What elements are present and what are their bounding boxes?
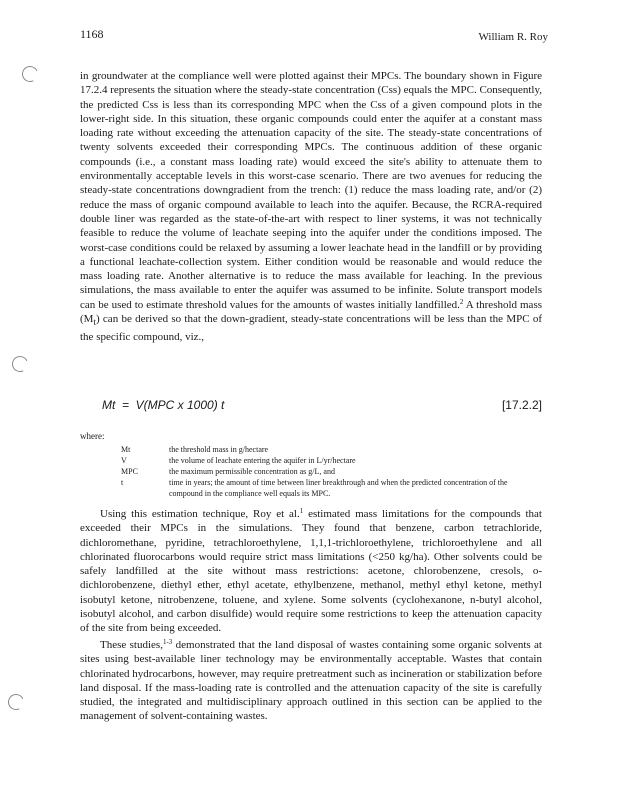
paragraph-1-text-cont: A threshold mass (M: [80, 298, 543, 326]
subscript-t: t: [93, 317, 96, 328]
citation-superscript: 1-3: [162, 638, 173, 646]
definition-symbol: MPC: [121, 467, 138, 476]
punch-hole-bottom: [6, 692, 27, 713]
definition-item: [121, 444, 541, 455]
paragraph-1: [80, 69, 542, 344]
punch-hole-top: [20, 64, 41, 85]
running-head: William R. Roy: [478, 31, 548, 43]
definition-item: [121, 466, 541, 477]
paragraph-3: [80, 638, 542, 724]
citation-superscript: 2: [459, 297, 464, 306]
punch-hole-middle: [10, 354, 31, 375]
paragraph-3-text-cont: demonstrated that the land disposal of wastes containing some organic solvents at sites using best-available liner technology may be environmentally acceptable. Wastes that contain chlorinated hydrocarbons, however, may require pretreatment such as incineration or stabilization before land disposal. If the mass-loading rate is controlled and the attenuation capacity of the site is carefully studied, the integrated and multidisciplinary approach outlined in this section can be applied to the management of solvent-containing wastes.: [80, 639, 542, 723]
definition-item: [121, 477, 541, 499]
definition-item: [121, 455, 541, 466]
definition-text: time in years; the amount of time between liner breakthrough and when the predicted concentration of the compound in the compliance well equals its MPC.: [169, 478, 508, 498]
citation-superscript: 1: [299, 507, 304, 515]
equation-number: [17.2.2]: [501, 398, 542, 412]
paragraph-2-text-cont: estimated mass limitations for the compounds that exceeded their MPCs in the simulations. They found that benzene, carbon tetrachloride, dichloromethane, pyridine, tetrachloroethylene, 1,1,1-trichloroethylene, trichloroethylene and all chlorinated fluorocarbons would require strict mass limitations (<250 kg/ha). Other solvents could be safely landfilled at the site without mass restrictions: acetone, chlorobenzene, cresols, o-dichlorobenzene, diethyl ether, ethyl acetate, ethylbenzene, methanol, methyl ethyl ketone, methyl isobutyl ketone, nitrobenzene, toluene, and xylene. Some solvents (cyclohexanone, n-butyl alcohol, isobutyl alcohol, and carbon disulfide) would require some restrictions to keep the attenuation capacity of the site from being exceeded.: [80, 508, 542, 635]
paragraph-1-text-end: ) can be derived so that the down-gradient, steady-state concentrations will be less than the MPC of the specific compound, viz.,: [80, 313, 542, 343]
paragraph-3-text: These studies,: [100, 639, 163, 651]
definition-text: the volume of leachate entering the aquifer in L/yr/hectare: [169, 456, 356, 465]
paragraph-1-text: in groundwater at the compliance well were plotted against their MPCs. The boundary shown in Figure 17.2.4 represents the situation where the steady-state concentration (Css) equals the MPC. Consequently, the predicted Css is less than its corresponding MPC when the Css of a given compound plots in the lower-right side. In this situation, these organic compounds could enter the aquifer at a constant mass loading rate without exceeding the attenuation capacity of the site. The steady-state concentrations of twenty solvents exceeded their corresponding MPCs. The continuous addition of these organic compounds (i.e., a constant mass loading rate) would exceed the site's ability to attenuate them to environmentally acceptable levels in this worst-case scenario. There are two avenues for reducing the steady-state concentrations downgradient from the trench: (1) reduce the mass loading rate, and/or (2) reduce the mass of organic compound available to leach into the aquifer. Because, the RCRA-required double liner was regarded as the state-of-the-art with respect to liner systems, it was not technically feasible to reduce the volume of leachate seeping into the aquifer under the conditions imposed. The worst-case conditions could be relaxed by assuming a lower leachate head in the landfill or by providing a functional leachate-collection system. Either condition would be reasonable and would reduce the mass loading rate. Another alternative is to reduce the mass available for leaching. In the previous simulations, the mass available to enter the aquifer was assumed to be infinite. Solute transport models can be used to estimate threshold values for the amounts of wastes initially landfilled.: [80, 70, 542, 311]
definition-symbol: V: [121, 456, 127, 465]
equation-expression: Mt = V(MPC x 1000) t: [102, 398, 225, 412]
paragraph-2: [80, 507, 542, 636]
equation: [102, 398, 542, 416]
paragraph-2-text: Using this estimation technique, Roy et al.: [100, 508, 300, 520]
definition-symbol: t: [121, 478, 124, 487]
definition-symbol: Mt: [121, 445, 131, 454]
page-number: 1168: [80, 27, 104, 41]
definition-text: the maximum permissible concentration as g/L, and: [169, 467, 335, 476]
definition-text: the threshold mass in g/hectare: [169, 445, 269, 454]
where-label: where:: [80, 431, 105, 441]
definition-list: [121, 444, 541, 499]
